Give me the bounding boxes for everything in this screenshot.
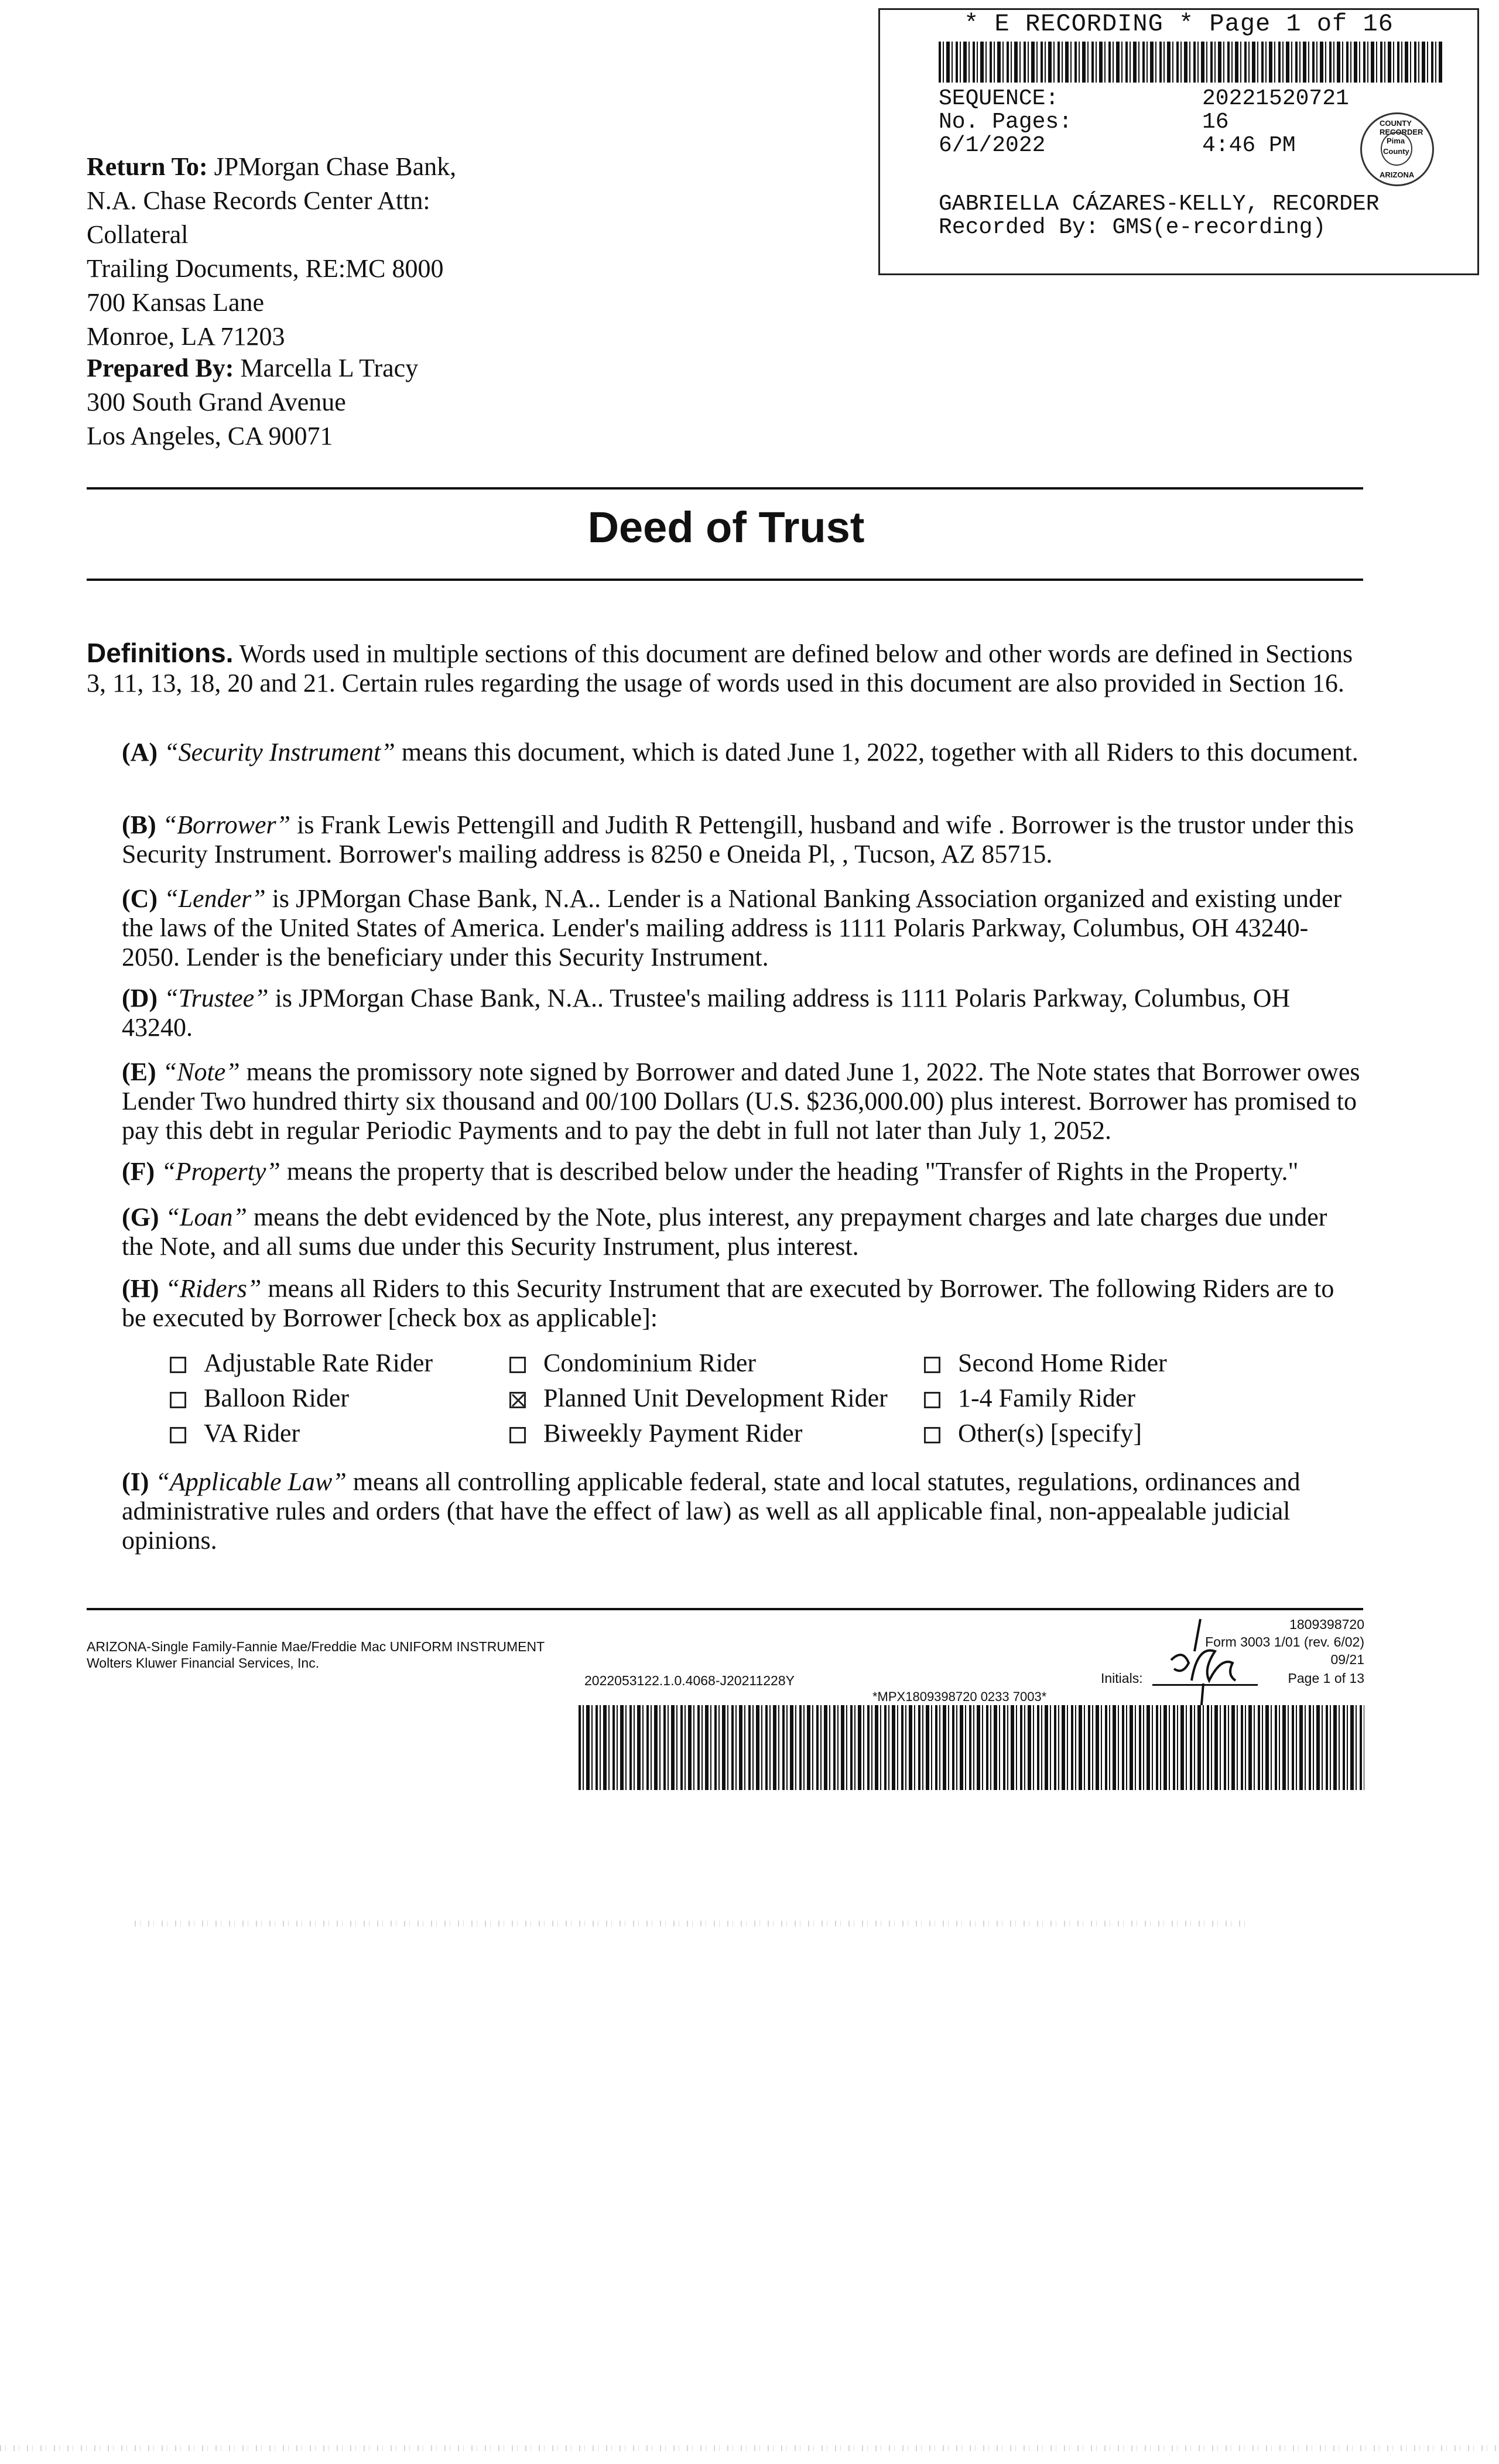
return-to-line1: JPMorgan Chase Bank, — [214, 152, 457, 181]
definition-e — [122, 1058, 1363, 1145]
definition-e-label: (E) — [122, 1058, 156, 1086]
rider-checkbox[interactable] — [509, 1357, 526, 1373]
return-to-line5: 700 Kansas Lane — [87, 288, 265, 317]
rider-label: Planned Unit Development Rider — [543, 1384, 888, 1412]
rider-other — [924, 1416, 1142, 1451]
title-bottom-rule — [87, 579, 1363, 581]
rider-second-home — [924, 1346, 1167, 1381]
prepared-by-label: Prepared By: — [87, 354, 234, 382]
scan-artifact — [0, 2445, 1499, 2451]
recording-barcode — [939, 42, 1442, 83]
footer-rule — [87, 1608, 1363, 1610]
sequence-value: 20221520721 — [1202, 86, 1349, 111]
definition-b — [122, 810, 1363, 869]
definition-h-term: “Riders” — [165, 1274, 262, 1303]
definition-i-text: means all controlling applicable federal, state and local statutes, regulations, ordinances and administrative rules and orders (that have the effect of law) as well as all applicable final, non-appealable judicial opinions. — [122, 1467, 1300, 1555]
rider-1-4-family — [924, 1381, 1135, 1416]
recording-time: 4:46 PM — [1202, 133, 1296, 158]
definition-b-text: is Frank Lewis Pettengill and Judith R Pettengill, husband and wife . Borrower is the trustor under this Security Instrument. Borrower's mailing address is 8250 e Oneida Pl, , Tucson, AZ 85715. — [122, 810, 1354, 868]
rider-condominium — [509, 1346, 756, 1381]
rider-label: Other(s) [specify] — [958, 1419, 1142, 1447]
definition-g-label: (G) — [122, 1203, 159, 1231]
definition-f-label: (F) — [122, 1157, 155, 1186]
document-title: Deed of Trust — [587, 503, 865, 552]
rider-label: VA Rider — [204, 1419, 300, 1447]
rider-label: Balloon Rider — [204, 1384, 350, 1412]
recording-stamp — [878, 8, 1479, 275]
definition-d-label: (D) — [122, 984, 158, 1012]
definition-c-text: is JPMorgan Chase Bank, N.A.. Lender is a National Banking Association organized and existing under the laws of the United States of America. Lender's mailing address is 1111 Polaris Parkway, Columbus, OH 43240-2050. Lender is the beneficiary under this Security Instrument. — [122, 884, 1342, 971]
loan-number: 1809398720 — [1289, 1617, 1364, 1632]
return-to-block — [87, 150, 456, 354]
definitions-intro — [87, 638, 1363, 698]
definition-a-term: “Security Instrument” — [164, 738, 395, 766]
rider-checkbox[interactable] — [924, 1392, 940, 1408]
definition-f — [122, 1157, 1363, 1186]
sequence-label: SEQUENCE: — [939, 86, 1059, 111]
initials-label: Initials: — [1101, 1671, 1143, 1686]
definition-g-text: means the debt evidenced by the Note, plus interest, any prepayment charges and late charges due under the Note, and all sums due under this Security Instrument, plus interest. — [122, 1203, 1327, 1261]
rider-checkbox-checked[interactable] — [509, 1392, 526, 1408]
recording-date: 6/1/2022 — [939, 133, 1046, 158]
seal-top-text: COUNTY RECORDER — [1380, 119, 1423, 136]
definition-g-term: “Loan” — [165, 1203, 247, 1231]
rider-label: Biweekly Payment Rider — [543, 1419, 803, 1447]
scan-artifact — [135, 1921, 1247, 1926]
rider-biweekly-payment — [509, 1416, 802, 1451]
return-to-line6: Monroe, LA 71203 — [87, 322, 285, 351]
rider-planned-unit-development — [509, 1381, 888, 1416]
seal-inner-ring — [1381, 132, 1412, 166]
definition-h-text: means all Riders to this Security Instrument that are executed by Borrower. The following Riders are to be executed by Borrower [check box as applicable]: — [122, 1274, 1334, 1332]
pages-label: No. Pages: — [939, 109, 1073, 135]
definition-d-term: “Trustee” — [164, 984, 269, 1012]
definition-e-term: “Note” — [162, 1058, 240, 1086]
return-to-label: Return To: — [87, 152, 208, 181]
footer-barcode — [579, 1705, 1364, 1790]
seal-center-1: Pima — [1387, 136, 1405, 145]
rider-label: Condominium Rider — [543, 1349, 756, 1377]
return-to-line4: Trailing Documents, RE:MC 8000 — [87, 254, 444, 283]
form-line1: ARIZONA-Single Family-Fannie Mae/Freddie Mac UNIFORM INSTRUMENT — [87, 1639, 545, 1654]
rider-checkbox[interactable] — [170, 1357, 186, 1373]
definition-b-label: (B) — [122, 810, 156, 839]
pages-value: 16 — [1202, 109, 1229, 135]
return-to-line2: N.A. Chase Records Center Attn: — [87, 186, 430, 215]
seal-center-2: County — [1383, 147, 1409, 156]
recorded-by: Recorded By: GMS(e-recording) — [939, 215, 1326, 240]
form-date: 09/21 — [1330, 1652, 1364, 1667]
definition-d — [122, 984, 1363, 1042]
definition-i-label: (I) — [122, 1467, 149, 1496]
prepared-by-block — [87, 351, 418, 453]
rider-label: Adjustable Rate Rider — [204, 1349, 433, 1377]
definition-i — [122, 1467, 1363, 1555]
definition-h — [122, 1274, 1363, 1333]
rider-checkbox[interactable] — [170, 1427, 186, 1443]
footer-barcode-text: *MPX1809398720 0233 7003* — [872, 1689, 1047, 1704]
definition-f-text: means the property that is described below under the heading "Transfer of Rights in the Property." — [286, 1157, 1299, 1186]
doc-code: 2022053122.1.0.4068-J20211228Y — [584, 1673, 795, 1688]
definition-d-text: is JPMorgan Chase Bank, N.A.. Trustee's mailing address is 1111 Polaris Parkway, Columbus, OH 43240. — [122, 984, 1291, 1042]
definition-b-term: “Borrower” — [162, 810, 291, 839]
definition-a-label: (A) — [122, 738, 158, 766]
definitions-intro-text: Words used in multiple sections of this document are defined below and other words are defined in Sections 3, 11, 13, 18, 20 and 21. Certain rules regarding the usage of words used in this document are also provided in Section 16. — [87, 639, 1353, 697]
county-recorder-seal — [1360, 112, 1434, 186]
definition-g — [122, 1203, 1363, 1261]
recording-header: * E RECORDING * Page 1 of 16 — [964, 10, 1394, 38]
title-top-rule — [87, 487, 1363, 490]
rider-checkbox[interactable] — [924, 1357, 940, 1373]
definition-c-term: “Lender” — [164, 884, 266, 913]
prepared-by-line3: Los Angeles, CA 90071 — [87, 422, 333, 450]
rider-checkbox[interactable] — [170, 1392, 186, 1408]
definition-e-text: means the promissory note signed by Borrower and dated June 1, 2022. The Note states that Borrower owes Lender Two hundred thirty six thousand and 00/100 Dollars (U.S. $236,000.00) plus interest. Borrower has promised to pay this debt in regular Periodic Payments and to pay the debt in full not later than July 1, 2052. — [122, 1058, 1360, 1145]
rider-va — [170, 1416, 300, 1451]
definitions-label: Definitions. — [87, 638, 234, 668]
form-number: Form 3003 1/01 (rev. 6/02) — [1205, 1634, 1364, 1649]
definition-a — [122, 738, 1363, 767]
definition-h-label: (H) — [122, 1274, 159, 1303]
rider-checkbox[interactable] — [509, 1427, 526, 1443]
rider-checkbox[interactable] — [924, 1427, 940, 1443]
definition-c — [122, 884, 1363, 972]
page-number: Page 1 of 13 — [1288, 1671, 1364, 1686]
rider-adjustable-rate — [170, 1346, 433, 1381]
rider-balloon — [170, 1381, 349, 1416]
form-line2: Wolters Kluwer Financial Services, Inc. — [87, 1655, 320, 1671]
return-to-line3: Collateral — [87, 220, 189, 249]
seal-bottom-text: ARIZONA — [1380, 170, 1415, 179]
definition-a-text: means this document, which is dated June 1, 2022, together with all Riders to this document. — [401, 738, 1358, 766]
definition-i-term: “Applicable Law” — [155, 1467, 347, 1496]
prepared-by-line1: Marcella L Tracy — [240, 354, 419, 382]
definition-c-label: (C) — [122, 884, 158, 913]
rider-label: 1-4 Family Rider — [958, 1384, 1136, 1412]
prepared-by-line2: 300 South Grand Avenue — [87, 388, 346, 416]
rider-label: Second Home Rider — [958, 1349, 1167, 1377]
recorder-name: GABRIELLA CÁZARES-KELLY, RECORDER — [939, 191, 1380, 217]
definition-f-term: “Property” — [161, 1157, 280, 1186]
